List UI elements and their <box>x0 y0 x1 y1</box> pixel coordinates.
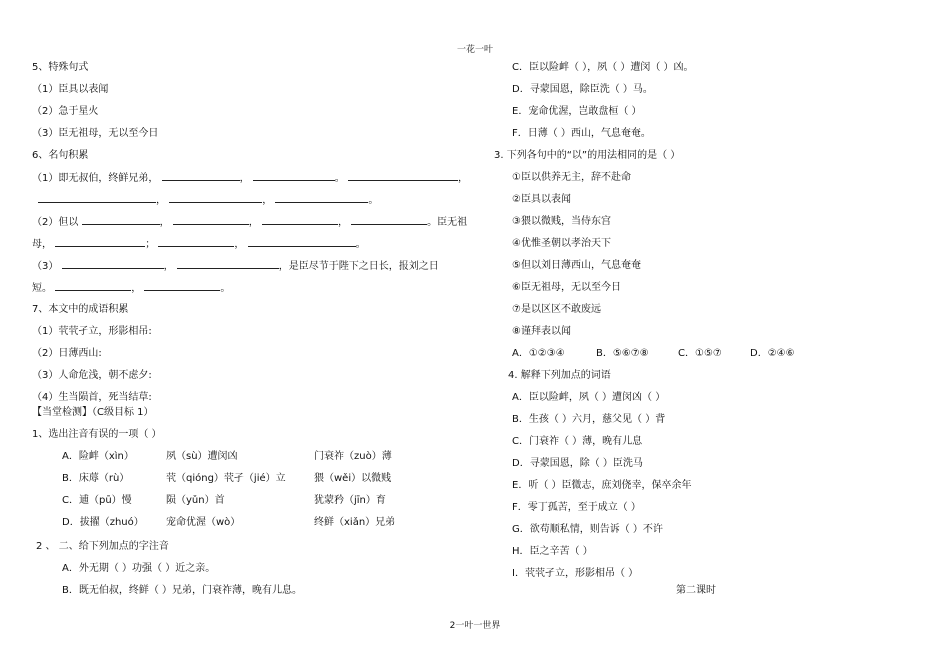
q2-option-a: A．外无期（ ）功强（ ）近之亲。 <box>62 563 216 574</box>
question-4-title: 4. 解释下列加点的词语 <box>508 370 611 381</box>
q1-option-d-part-1: D．拔擢（zhuó） <box>62 517 144 528</box>
q2-option-c: C．臣以险衅（ ），夙（ ）遭闵（ ）凶。 <box>512 62 694 73</box>
q3-option-b: B．⑤⑥⑦⑧ <box>596 348 649 359</box>
section-6-item-2-mid: 。臣无祖 <box>427 217 468 228</box>
q3-sentence-8: ⑧谨拜表以闻 <box>512 326 571 337</box>
fill-blank[interactable] <box>55 237 145 247</box>
q4-option-g: G．欲苟顺私情，则告诉（ ）不许 <box>512 524 663 535</box>
section-6-item-1: （1）即无叔伯，终鲜兄弟， ， 。 ， <box>32 173 468 184</box>
section-6-title: 6、名句积累 <box>32 150 89 161</box>
question-2-title: 2 、 二、给下列加点的字注音 <box>36 541 169 552</box>
q3-sentence-3: ③猥以微贱，当侍东宫 <box>512 216 611 227</box>
section-5-title: 5、特殊句式 <box>32 62 89 73</box>
q2-option-e: E．宠命优渥，岂敢盘桓（ ） <box>512 106 642 117</box>
q3-sentence-7: ⑦是以区区不敢废远 <box>512 304 601 315</box>
q4-option-f: F．零丁孤苦，至于成立（ ） <box>512 502 641 513</box>
section-7-item-4: （4）生当陨首，死当结草: <box>32 392 152 403</box>
question-1-title: 1、选出注音有误的一项（ ） <box>32 429 162 440</box>
section-6-item-3-text: （3） <box>32 261 59 272</box>
section-6-item-3: （3） ， ，是臣尽节于陛下之日长，报刘之日 <box>32 261 439 272</box>
fill-blank[interactable] <box>158 237 234 247</box>
section-6-item-3-mid: ，是臣尽节于陛下之日长，报刘之日 <box>278 261 439 272</box>
section-6-item-3-line2: 短。 <box>32 283 52 294</box>
page-header: 一花一叶 <box>456 45 493 55</box>
q3-option-d: D．②④⑥ <box>750 348 795 359</box>
q2-option-f: F．日薄（ ）西山，气息奄奄。 <box>512 128 651 139</box>
section-6-item-1-text: （1）即无叔伯，终鲜兄弟， <box>32 173 159 184</box>
section-5-item-2: （2）急于星火 <box>32 106 99 117</box>
section-5-item-1: （1）臣具以表闻 <box>32 84 109 95</box>
q1-option-b-part-3: 猥（wěi）以微贱 <box>314 473 392 484</box>
fill-blank[interactable] <box>275 193 368 203</box>
fill-blank[interactable] <box>62 259 164 269</box>
fill-blank[interactable] <box>82 215 160 225</box>
section-6-item-2-cont: 母， ； ， 。 <box>32 239 366 250</box>
q3-sentence-5: ⑤但以刘日薄西山，气息奄奄 <box>512 260 641 271</box>
fill-blank[interactable] <box>253 171 335 181</box>
q4-option-a: A．臣以险衅，夙（ ）遭闵凶（ ） <box>512 392 666 403</box>
page-footer: 2一叶一世界 <box>449 621 501 631</box>
section-5-item-3: （3）臣无祖母，无以至今日 <box>32 128 159 139</box>
fill-blank[interactable] <box>162 171 240 181</box>
section-7-item-1: （1）茕茕孑立，形影相吊: <box>32 326 152 337</box>
fill-blank[interactable] <box>248 237 356 247</box>
q3-option-a: A．①②③④ <box>512 348 565 359</box>
section-6-item-2: （2）但以 ， ， ， 。臣无祖 <box>32 217 468 228</box>
q1-option-a-part-3: 门衰祚（zuò）薄 <box>314 451 392 462</box>
fill-blank[interactable] <box>173 215 249 225</box>
q1-option-c-part-3: 犹蒙矜（jīn）育 <box>314 495 386 506</box>
fill-blank[interactable] <box>348 171 458 181</box>
q4-option-i: I．茕茕孑立，形影相吊（ ） <box>512 568 639 579</box>
q3-sentence-6: ⑥臣无祖母，无以至今日 <box>512 282 621 293</box>
question-3-title: 3. 下列各句中的“以”的用法相同的是（ ） <box>494 150 681 161</box>
section-6-item-2-line2: 母， <box>32 239 52 250</box>
fill-blank[interactable] <box>177 259 279 269</box>
q3-option-c: C．①⑤⑦ <box>678 348 722 359</box>
fill-blank[interactable] <box>262 215 338 225</box>
q2-option-b: B．既无伯叔，终鲜（ ）兄弟，门衰祚薄，晚有儿息。 <box>62 585 303 596</box>
q4-option-h: H．臣之辛苦（ ） <box>512 546 593 557</box>
q1-option-b-part-1: B．床蓐（rù） <box>62 473 130 484</box>
section-7-item-2: （2）日薄西山: <box>32 348 102 359</box>
q4-option-c: C．门衰祚（ ）薄，晚有儿息 <box>512 436 643 447</box>
q3-sentence-4: ④优惟圣朝以孝治天下 <box>512 238 611 249</box>
section-7-item-3: （3）人命危浅，朝不虑夕: <box>32 370 152 381</box>
fill-blank[interactable] <box>55 281 131 291</box>
q4-option-d: D．寻蒙国恩，除（ ）臣洗马 <box>512 458 643 469</box>
q3-sentence-2: ②臣具以表闻 <box>512 194 571 205</box>
section-6-item-1-cont: ， ， 。 <box>38 193 378 207</box>
fill-blank[interactable] <box>144 281 220 291</box>
fill-blank[interactable] <box>351 215 427 225</box>
section-6-item-3-cont: 短。 ， 。 <box>32 283 231 294</box>
q4-option-b: B．生孩（ ）六月，慈父见（ ）背 <box>512 414 666 425</box>
lesson-2-heading: 第二课时 <box>676 585 716 596</box>
q1-option-b-part-2: 茕（qióng）茕孑（jié）立 <box>166 473 286 484</box>
q2-option-d: D．寻蒙国恩，除臣洗（ ）马。 <box>512 84 653 95</box>
fill-blank[interactable] <box>169 193 262 203</box>
q1-option-d-part-3: 终鲜（xiǎn）兄弟 <box>314 517 396 528</box>
q1-option-a-part-2: 夙（sù）遭闵凶 <box>166 451 238 462</box>
section-7-title: 7、本文中的成语积累 <box>32 304 129 315</box>
q1-option-d-part-2: 宠命优渥（wò） <box>166 517 241 528</box>
q1-option-c-part-2: 陨（yǔn）首 <box>166 495 225 506</box>
test-title: 【当堂检测】（C级目标 1） <box>32 407 154 418</box>
q3-sentence-1: ①臣以供养无主，辞不赴命 <box>512 172 631 183</box>
q1-option-c-part-1: C．逋（pū）慢 <box>62 495 132 506</box>
section-6-item-2-text: （2）但以 <box>32 217 79 228</box>
q4-option-e: E．听（ ）臣微志，庶刘侥幸，保卒余年 <box>512 480 692 491</box>
q1-option-a-part-1: A．险衅（xìn） <box>62 451 134 462</box>
fill-blank[interactable] <box>38 193 156 203</box>
